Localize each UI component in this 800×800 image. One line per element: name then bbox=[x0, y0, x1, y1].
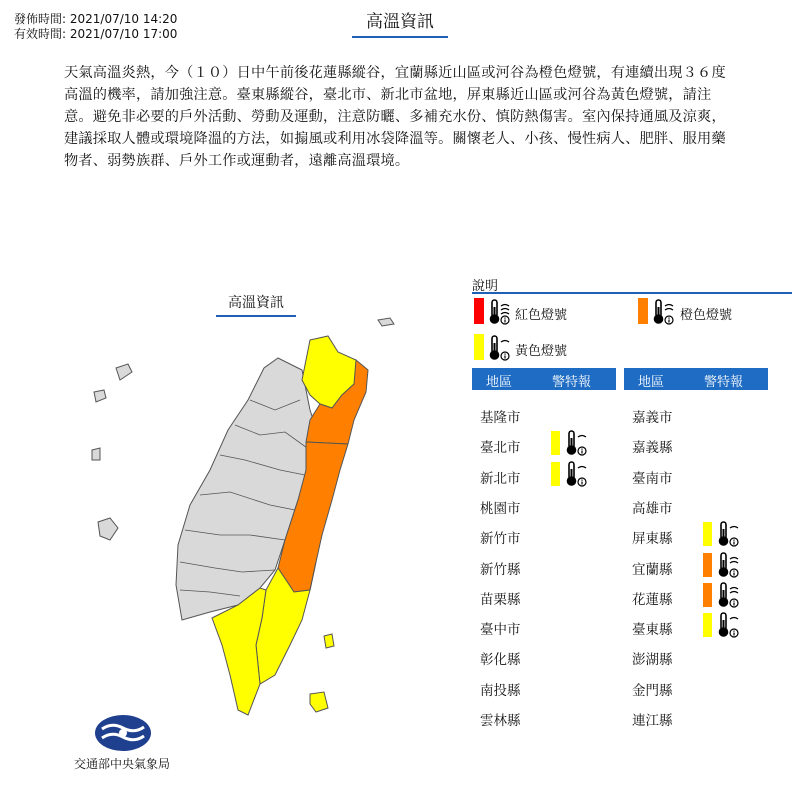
table-header-right bbox=[624, 368, 768, 390]
region-name-right-8: 澎湖縣 bbox=[632, 652, 673, 669]
region-name-left-5: 新竹縣 bbox=[480, 561, 521, 578]
region-name-left-2: 新北市 bbox=[480, 470, 521, 487]
region-name-right-4: 屏東縣 bbox=[632, 531, 673, 548]
thermometer-heat-icon bbox=[715, 581, 741, 609]
legend-label-red: 紅色燈號 bbox=[515, 308, 568, 323]
thermometer-heat-icon bbox=[486, 298, 512, 326]
region-name-left-1: 臺北市 bbox=[480, 440, 521, 457]
region-name-right-5: 宜蘭縣 bbox=[632, 561, 673, 578]
map-island-matsu bbox=[378, 318, 394, 326]
col-region-left: 地區 bbox=[486, 375, 513, 390]
region-name-left-9: 南投縣 bbox=[480, 682, 521, 699]
thermometer-heat-icon bbox=[715, 551, 741, 579]
legend-swatch-yellow bbox=[474, 334, 484, 360]
region-name-right-0: 嘉義市 bbox=[632, 410, 673, 426]
region-name-right-10: 連江縣 bbox=[632, 713, 673, 729]
thermometer-heat-icon bbox=[563, 429, 589, 457]
description-text: 天氣高溫炎熱，今（１０）日中午前後花蓮縣縱谷，宜蘭縣近山區或河谷為橙色燈號，有連續出現３６度高溫的機率，請加強注意。臺東縣縱谷，臺北市、新北市盆地，屏東縣近山區或河谷為黃色燈號，請注意。避免非必要的戶外活動、勞動及運動，注意防曬、多補充水份、慎防熱傷害。室內保持通風及涼爽，建議採取人體或環境降溫的方法，如搧風或利用冰袋降溫等。關懷老人、小孩、慢性病人、肥胖、服用藥物者、弱勢族群、戶外工作或運動者，遠離高溫環境。 bbox=[64, 65, 726, 169]
alert-flag-right-4 bbox=[703, 522, 712, 546]
issued-value: 2021/07/10 14:20 bbox=[69, 12, 178, 26]
map-island-orchid bbox=[310, 692, 328, 712]
issued-time bbox=[14, 12, 177, 26]
region-name-right-6: 花蓮縣 bbox=[632, 591, 673, 608]
thermometer-heat-icon bbox=[486, 334, 512, 362]
thermometer-heat-icon bbox=[650, 298, 676, 326]
alert-flag-right-7 bbox=[703, 613, 712, 637]
region-name-left-0: 基隆市 bbox=[480, 410, 521, 426]
legend-label-orange: 橙色燈號 bbox=[680, 308, 733, 323]
thermometer-heat-icon bbox=[563, 460, 589, 488]
cwb-logo-icon bbox=[94, 714, 152, 752]
col-region-right: 地區 bbox=[638, 375, 665, 390]
page-title: 高溫資訊 bbox=[352, 10, 448, 38]
col-alert-right: 警特報 bbox=[704, 375, 744, 390]
region-name-right-2: 臺南市 bbox=[632, 470, 673, 487]
legend-divider bbox=[472, 292, 792, 294]
region-name-left-10: 雲林縣 bbox=[480, 713, 521, 729]
alert-flag-right-6 bbox=[703, 583, 712, 607]
valid-value: 2021/07/10 17:00 bbox=[69, 27, 178, 41]
region-name-right-1: 嘉義縣 bbox=[632, 440, 673, 457]
region-name-left-3: 桃園市 bbox=[480, 500, 521, 517]
legend-title: 說明 bbox=[472, 279, 499, 294]
map-title: 高溫資訊 bbox=[216, 292, 296, 317]
legend-swatch-orange bbox=[638, 298, 648, 324]
col-alert-left: 警特報 bbox=[552, 375, 592, 390]
legend-label-yellow: 黃色燈號 bbox=[515, 344, 568, 359]
region-name-right-3: 高雄市 bbox=[632, 500, 673, 517]
alert-flag-left-1 bbox=[551, 431, 560, 455]
thermometer-heat-icon bbox=[715, 611, 741, 639]
region-name-right-9: 金門縣 bbox=[632, 682, 673, 699]
valid-label: 有效時間: bbox=[14, 27, 67, 41]
valid-time bbox=[14, 27, 177, 41]
region-name-left-7: 臺中市 bbox=[480, 622, 521, 639]
legend-swatch-red bbox=[474, 298, 484, 324]
map-island-kinmen bbox=[98, 518, 118, 540]
region-name-left-4: 新竹市 bbox=[480, 531, 521, 548]
alert-flag-right-5 bbox=[703, 553, 712, 577]
issued-label: 發佈時間: bbox=[14, 12, 67, 26]
map-island-green bbox=[324, 634, 334, 648]
alert-flag-left-2 bbox=[551, 462, 560, 486]
region-name-left-6: 苗栗縣 bbox=[480, 591, 521, 608]
region-name-left-8: 彰化縣 bbox=[480, 652, 521, 669]
agency-name: 交通部中央氣象局 bbox=[73, 757, 170, 771]
map-island-penghu bbox=[92, 364, 132, 460]
region-name-right-7: 臺東縣 bbox=[632, 622, 673, 639]
thermometer-heat-icon bbox=[715, 520, 741, 548]
taiwan-map bbox=[70, 300, 410, 730]
table-header-left bbox=[472, 368, 616, 390]
